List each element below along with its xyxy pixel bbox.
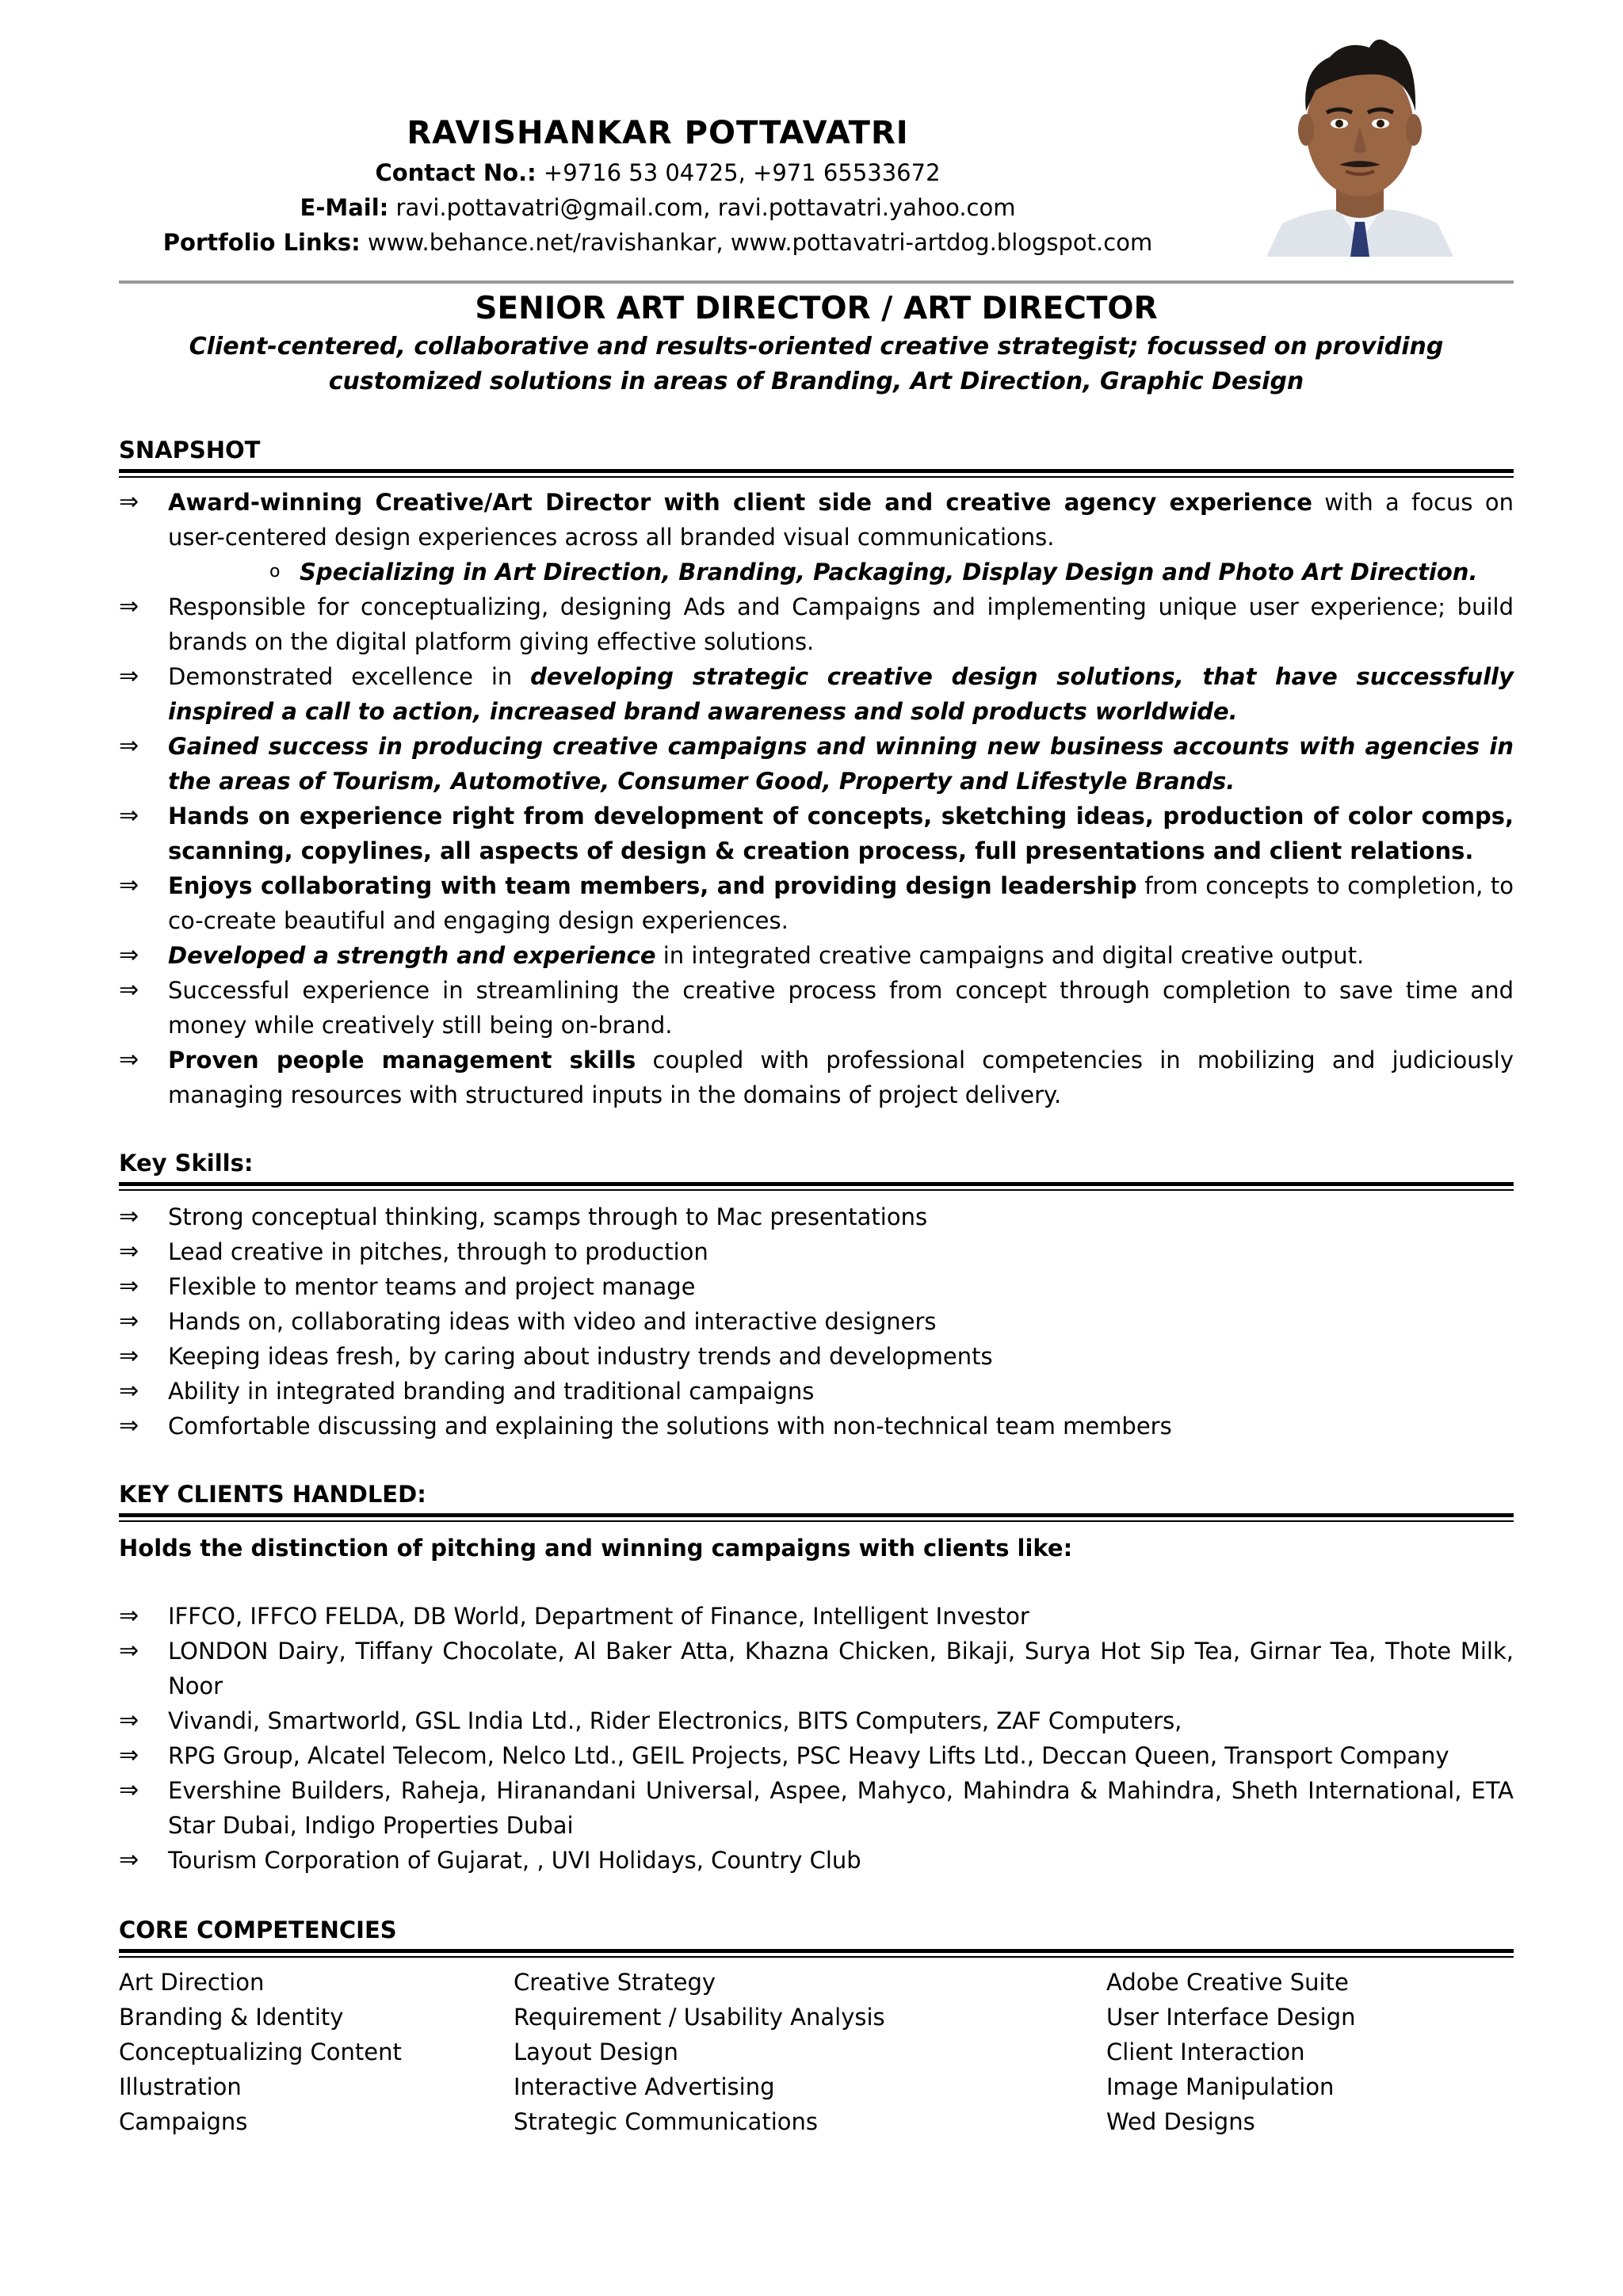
skill-item [119, 1234, 1514, 1269]
competency-item: Strategic Communications [514, 2108, 818, 2135]
snapshot-item [119, 938, 1514, 973]
snapshot-item-emphasis: Gained success in producing creative campaigns and winning new business accounts with agencies in the areas of Tourism, Automotive, Consumer Good, Property and Lifestyle Brands. [168, 733, 1514, 795]
key-clients-title: KEY CLIENTS HANDLED: [119, 1481, 426, 1508]
snapshot-item-text: Responsible for conceptualizing, designing Ads and Campaigns and implementing unique user experience; build brands on the digital platform giving effective solutions. [168, 593, 1514, 655]
snapshot-item [119, 729, 1514, 799]
snapshot-item-bold: Enjoys collaborating with team members, and providing design leadership [168, 872, 1137, 899]
competency-item: Art Direction [119, 1969, 265, 1996]
arrow-bullet-icon: ⇒ [119, 1637, 139, 1665]
client-item [119, 1738, 1514, 1773]
competency-item: Branding & Identity [119, 2004, 344, 2031]
contact-line [119, 155, 1197, 190]
header-divider [119, 280, 1514, 284]
key-clients-list [119, 1599, 1514, 1878]
snapshot-heading [119, 434, 1514, 478]
competency-item: Layout Design [514, 2039, 678, 2065]
snapshot-item-bold: Proven people management skills [168, 1047, 636, 1074]
client-item-text: LONDON Dairy, Tiffany Chocolate, Al Baker Atta, Khazna Chicken, Bikaji, Surya Hot Sip Tea, Girnar Tea, Thote Milk, Noor [168, 1638, 1514, 1699]
arrow-bullet-icon: ⇒ [119, 1741, 139, 1769]
snapshot-item-bold: Award-winning Creative/Art Director with client side and creative agency experience [168, 489, 1312, 516]
snapshot-item-emphasis: Developed a strength and experience [168, 942, 656, 969]
job-title: SENIOR ART DIRECTOR / ART DIRECTOR [475, 291, 1158, 326]
portfolio-value: www.behance.net/ravishankar, www.pottavatri-artdog.blogspot.com [360, 229, 1153, 256]
tagline: Client-centered, collaborative and results-oriented creative strategist; focussed on providing customized solutions in areas of Branding, Art Direction, Graphic Design [189, 333, 1444, 395]
client-item-text: Evershine Builders, Raheja, Hiranandani Universal, Aspee, Mahyco, Mahindra & Mahindra, Sheth International, ETA Star Dubai, Indigo Properties Dubai [168, 1777, 1514, 1839]
snapshot-title: SNAPSHOT [119, 437, 261, 463]
client-item-text: Vivandi, Smartworld, GSL India Ltd., Rider Electronics, BITS Computers, ZAF Computers, [168, 1707, 1182, 1734]
skill-item-text: Comfortable discussing and explaining the solutions with non-technical team members [168, 1413, 1172, 1440]
skill-item-text: Lead creative in pitches, through to production [168, 1238, 708, 1265]
client-item-text: Tourism Corporation of Gujarat, , UVI Holidays, Country Club [168, 1847, 861, 1874]
skill-item-text: Hands on, collaborating ideas with video and interactive designers [168, 1308, 937, 1335]
skill-item [119, 1304, 1514, 1339]
section-rule [119, 1182, 1514, 1186]
arrow-bullet-icon: ⇒ [119, 1412, 139, 1440]
skill-item [119, 1199, 1514, 1234]
core-competencies-heading [119, 1914, 1514, 1958]
section-rule [119, 469, 1514, 473]
client-item [119, 1843, 1514, 1878]
contact-label: Contact No.: [375, 159, 537, 186]
snapshot-item-text: from concepts to completion, to co-create beautiful and engaging design experiences. [168, 872, 1514, 934]
arrow-bullet-icon: ⇒ [119, 1377, 139, 1405]
arrow-bullet-icon: ⇒ [119, 1846, 139, 1874]
section-rule [119, 1513, 1514, 1517]
arrow-bullet-icon: ⇒ [119, 871, 139, 899]
competency-item: Wed Designs [1106, 2108, 1255, 2135]
key-skills-list [119, 1199, 1514, 1444]
snapshot-item [119, 589, 1514, 659]
competency-item: Conceptualizing Content [119, 2039, 402, 2065]
competency-item: Adobe Creative Suite [1106, 1969, 1349, 1996]
arrow-bullet-icon: ⇒ [119, 1707, 139, 1734]
snapshot-item-text: with a focus on user-centered design experiences across all branded visual communications. [168, 489, 1514, 551]
skill-item [119, 1339, 1514, 1374]
arrow-bullet-icon: ⇒ [119, 1342, 139, 1370]
snapshot-sub-item [119, 555, 1514, 589]
skill-item-text: Flexible to mentor teams and project manage [168, 1273, 696, 1300]
client-item [119, 1703, 1514, 1738]
skill-item [119, 1409, 1514, 1444]
portfolio-label: Portfolio Links: [162, 229, 361, 256]
snapshot-item-text: Demonstrated excellence in [168, 663, 531, 690]
competency-item: Interactive Advertising [514, 2073, 775, 2100]
arrow-bullet-icon: ⇒ [119, 1307, 139, 1335]
resume-header [119, 111, 1197, 260]
competency-item: Client Interaction [1106, 2039, 1305, 2065]
resume-page [119, 0, 1514, 2296]
competency-item: Creative Strategy [514, 1969, 716, 1996]
snapshot-item [119, 1043, 1514, 1112]
snapshot-item [119, 659, 1514, 729]
section-rule [119, 1949, 1514, 1953]
arrow-bullet-icon: ⇒ [119, 1203, 139, 1230]
snapshot-list [119, 485, 1514, 1112]
arrow-bullet-icon: ⇒ [119, 802, 139, 830]
client-item [119, 1634, 1514, 1703]
client-item [119, 1599, 1514, 1634]
email-label: E-Mail: [300, 194, 389, 221]
email-value: ravi.pottavatri@gmail.com, ravi.pottavatri.yahoo.com [388, 194, 1016, 221]
snapshot-item-text: Successful experience in streamlining the creative process from concept through completion to save time and money while creatively still being on-brand. [168, 977, 1514, 1039]
competency-item: Campaigns [119, 2108, 248, 2135]
competency-item: User Interface Design [1106, 2004, 1356, 2031]
contact-value: +9716 53 04725, +971 65533672 [536, 159, 941, 186]
arrow-bullet-icon: ⇒ [119, 488, 139, 516]
competency-column [119, 1965, 402, 2139]
skill-item [119, 1269, 1514, 1304]
competency-column [514, 1965, 885, 2139]
skill-item-text: Keeping ideas fresh, by caring about industry trends and developments [168, 1343, 993, 1370]
key-skills-title: Key Skills: [119, 1150, 254, 1177]
skill-item-text: Ability in integrated branding and traditional campaigns [168, 1378, 815, 1405]
client-item-text: RPG Group, Alcatel Telecom, Nelco Ltd., GEIL Projects, PSC Heavy Lifts Ltd., Deccan Queen, Transport Company [168, 1742, 1449, 1769]
portfolio-line [119, 225, 1197, 260]
arrow-bullet-icon: ⇒ [119, 1238, 139, 1265]
snapshot-item-text: coupled with professional competencies in mobilizing and judiciously managing resources with structured inputs in the domains of project delivery. [168, 1047, 1514, 1108]
arrow-bullet-icon: ⇒ [119, 1602, 139, 1630]
arrow-bullet-icon: ⇒ [119, 1046, 139, 1074]
snapshot-item-emphasis: developing strategic creative design solutions, that have successfully inspired a call to action, increased brand awareness and sold products worldwide. [168, 663, 1514, 725]
snapshot-item-text: in integrated creative campaigns and digital creative output. [655, 942, 1365, 969]
core-competencies-title: CORE COMPETENCIES [119, 1917, 397, 1943]
snapshot-item [119, 485, 1514, 555]
section-rule [119, 1520, 1514, 1522]
arrow-bullet-icon: ⇒ [119, 941, 139, 969]
snapshot-item [119, 799, 1514, 868]
circle-bullet-icon: o [269, 562, 281, 582]
skill-item [119, 1374, 1514, 1409]
section-rule [119, 476, 1514, 478]
arrow-bullet-icon: ⇒ [119, 1776, 139, 1804]
competency-item: Requirement / Usability Analysis [514, 2004, 885, 2031]
key-clients-lead: Holds the distinction of pitching and winning campaigns with clients like: [119, 1535, 1073, 1562]
arrow-bullet-icon: ⇒ [119, 662, 139, 690]
competency-item: Illustration [119, 2073, 242, 2100]
arrow-bullet-icon: ⇒ [119, 593, 139, 620]
arrow-bullet-icon: ⇒ [119, 976, 139, 1004]
profile-photo [1251, 35, 1469, 257]
key-skills-heading [119, 1147, 1514, 1191]
snapshot-item [119, 868, 1514, 938]
competency-column [1106, 1965, 1356, 2139]
client-item [119, 1773, 1514, 1843]
section-rule [119, 1956, 1514, 1958]
arrow-bullet-icon: ⇒ [119, 1272, 139, 1300]
snapshot-sub-item-text: Specializing in Art Direction, Branding, Packaging, Display Design and Photo Art Direction. [300, 559, 1478, 585]
client-item-text: IFFCO, IFFCO FELDA, DB World, Department of Finance, Intelligent Investor [168, 1603, 1029, 1630]
email-line [119, 190, 1197, 225]
arrow-bullet-icon: ⇒ [119, 732, 139, 760]
skill-item-text: Strong conceptual thinking, scamps through to Mac presentations [168, 1203, 928, 1230]
snapshot-item-bold: Hands on experience right from development of concepts, sketching ideas, production of color comps, scanning, copylines, all aspects of design & creation process, full presentations and client relations. [168, 803, 1514, 864]
snapshot-item [119, 973, 1514, 1043]
candidate-name: RAVISHANKAR POTTAVATRI [407, 115, 909, 151]
section-rule [119, 1189, 1514, 1191]
competency-item: Image Manipulation [1106, 2073, 1335, 2100]
key-clients-heading [119, 1478, 1514, 1522]
